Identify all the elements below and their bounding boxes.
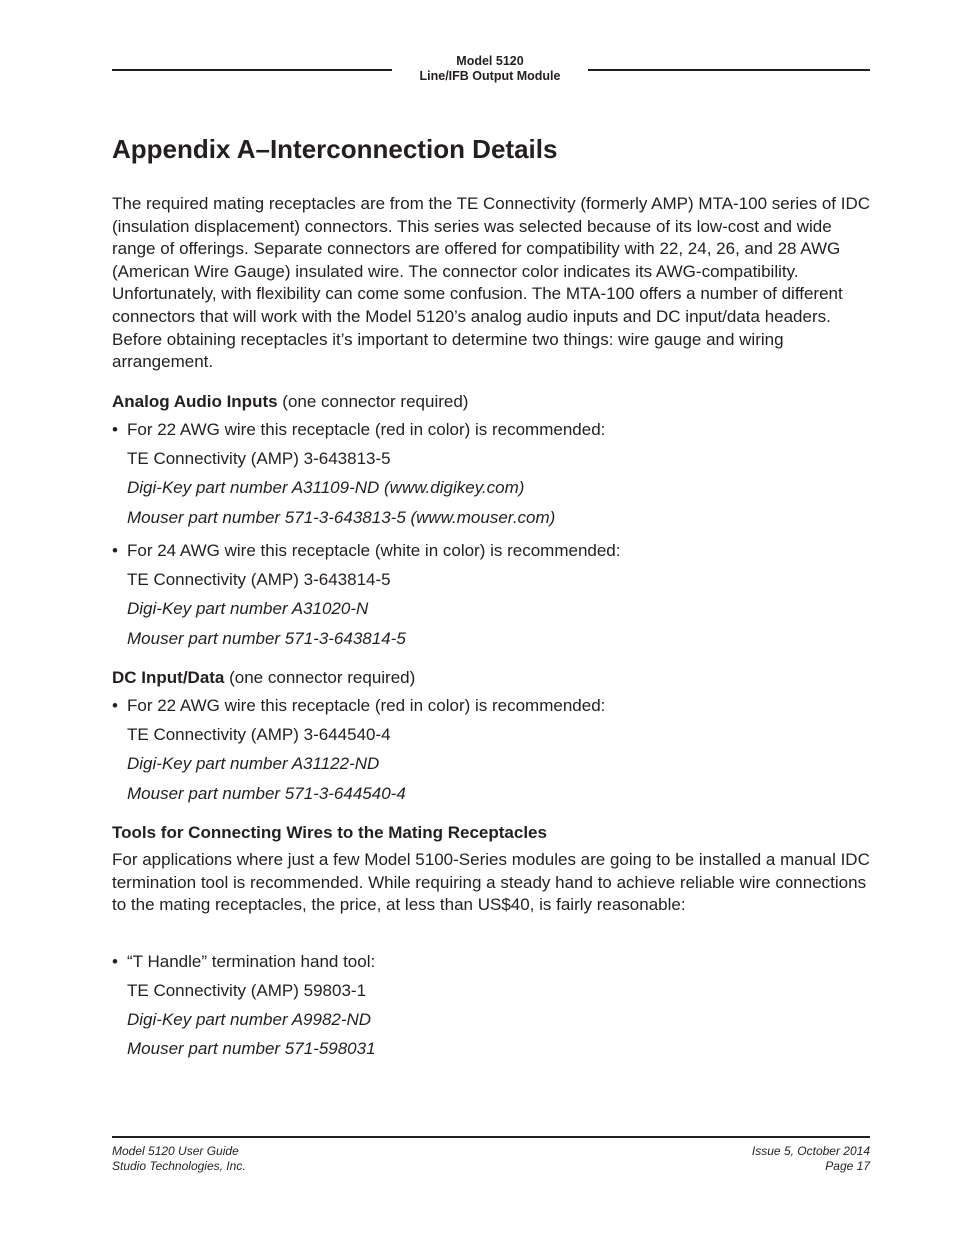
tools-item-1-mouser: Mouser part number 571-598031: [127, 1039, 376, 1058]
tools-heading: Tools for Connecting Wires to the Mating Receptacles: [112, 823, 547, 842]
tools-paragraph: For applications where just a few Model 5100-Series modules are going to be installed a manual IDC termination tool is recommended. While requiring a steady hand to achieve reliable wire connections to the mating receptacles, the price, at less than US$40, is fairly reasonable:: [112, 850, 870, 915]
tools-item-1-part: TE Connectivity (AMP) 59803-1: [127, 981, 367, 1000]
analog-item-2-part: TE Connectivity (AMP) 3-643814-5: [127, 570, 391, 589]
footer-guide-title: Model 5120 User Guide: [112, 1144, 239, 1158]
analog-item-1-digikey: Digi-Key part number A31109-ND (www.digikey.com): [127, 478, 525, 497]
header-rule-right: [588, 69, 870, 71]
analog-item-1-mouser: Mouser part number 571-3-643813-5 (www.mouser.com): [127, 508, 556, 527]
header-title: [392, 54, 588, 84]
dc-item-1-part: TE Connectivity (AMP) 3-644540-4: [127, 725, 391, 744]
footer-issue: Issue 5, October 2014: [751, 1144, 870, 1158]
analog-bullet-2: •: [112, 541, 118, 560]
footer-company: Studio Technologies, Inc.: [112, 1159, 246, 1173]
analog-section-heading: [112, 391, 468, 413]
analog-item-2-digikey: Digi-Key part number A31020-N: [127, 599, 369, 618]
analog-item-1-part: TE Connectivity (AMP) 3-643813-5: [127, 449, 391, 468]
dc-item-1-mouser: Mouser part number 571-3-644540-4: [127, 784, 406, 803]
page-header: [112, 54, 870, 86]
footer-left: [112, 1144, 246, 1174]
header-module: Line/IFB Output Module: [419, 69, 561, 83]
footer-right: [752, 1144, 870, 1174]
header-model: Model 5120: [456, 54, 524, 68]
analog-item-2-mouser: Mouser part number 571-3-643814-5: [127, 629, 406, 648]
dc-item-1-text: For 22 AWG wire this receptacle (red in color) is recommended:: [127, 696, 606, 715]
footer-page-number: Page 17: [825, 1159, 870, 1173]
analog-bullet-1: •: [112, 420, 118, 439]
page-footer: [112, 1136, 870, 1173]
dc-section-heading: [112, 667, 415, 689]
page-title: Appendix A–Interconnection Details: [112, 134, 558, 164]
header-rule-left: [112, 69, 392, 71]
analog-item-1-text: For 22 AWG wire this receptacle (red in color) is recommended:: [127, 420, 606, 439]
tools-item-1-text: “T Handle” termination hand tool:: [127, 952, 376, 971]
dc-item-1-digikey: Digi-Key part number A31122-ND: [127, 754, 380, 773]
dc-title: DC Input/Data: [112, 668, 225, 687]
intro-paragraph: The required mating receptacles are from the TE Connectivity (formerly AMP) MTA-100 series of IDC (insulation displacement) connectors. This series was selected because of its low-cost and wide range of offerings. Separate connectors are offered for compatibility with 22, 24, 26, and 28 AWG (American Wire Gauge) insulated wire. The connector color indicates its AWG-compatibility. Unfortunately, with flexibility can come some confusion. The MTA-100 offers a number of different connectors that will work with the Model 5120’s analog audio inputs and DC input/data headers. Before obtaining receptacles it’s important to determine two things: wire gauge and wiring arrangement.: [112, 194, 871, 372]
tools-bullet-1: •: [112, 952, 118, 971]
footer-rule: [112, 1136, 870, 1138]
dc-bullet-1: •: [112, 696, 118, 715]
analog-title: Analog Audio Inputs: [112, 392, 278, 411]
dc-note: (one connector required): [224, 668, 416, 687]
tools-item-1-digikey: Digi-Key part number A9982-ND: [127, 1010, 372, 1029]
analog-note: (one connector required): [277, 392, 469, 411]
analog-item-2-text: For 24 AWG wire this receptacle (white in color) is recommended:: [127, 541, 621, 560]
